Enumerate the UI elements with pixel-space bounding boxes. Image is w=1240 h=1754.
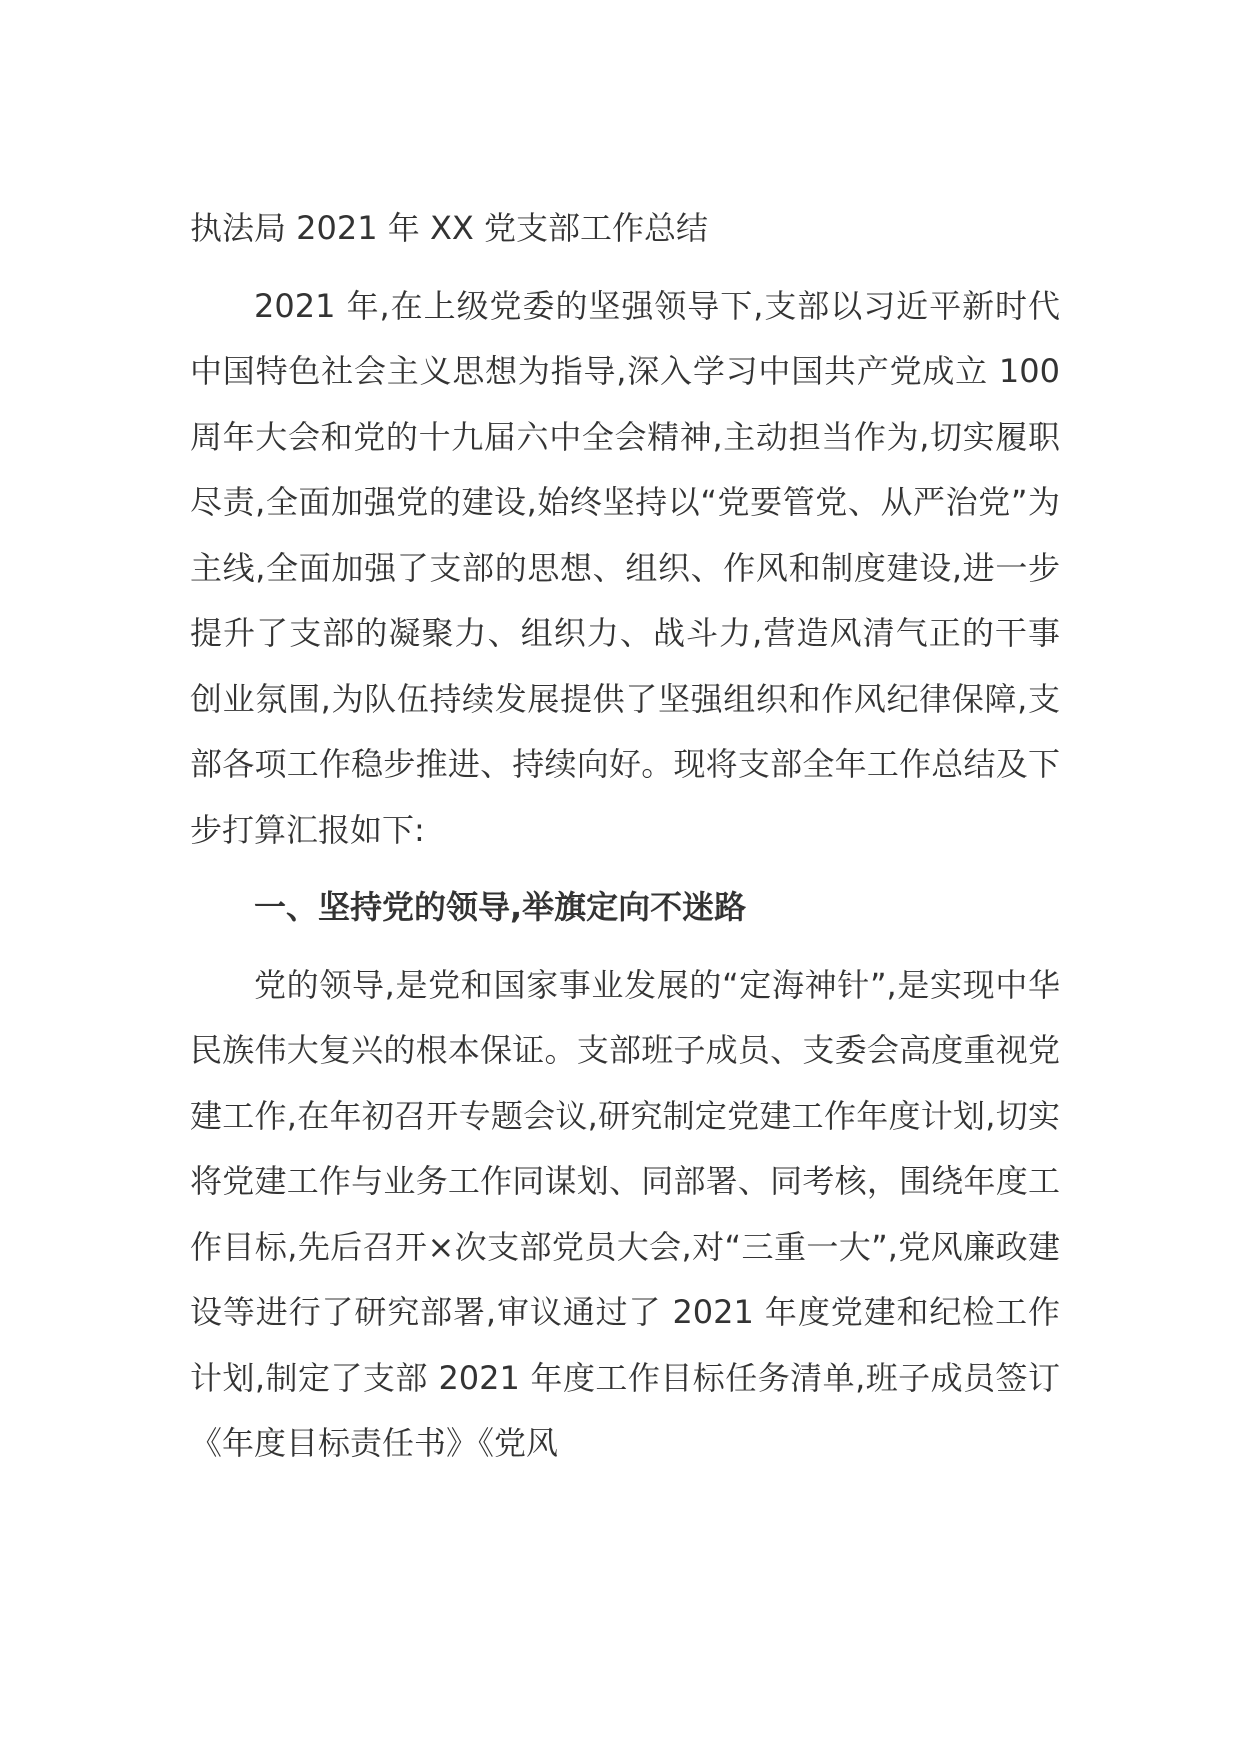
section-heading-1: 一、坚持党的领导,举旗定向不迷路: [254, 888, 747, 926]
document-title: 执法局 2021 年 XX 党支部工作总结: [190, 209, 708, 247]
intro-paragraph: 2021 年,在上级党委的坚强领导下,支部以习近平新时代中国特色社会主义思想为指导,深入学习中国共产党成立 100 周年大会和党的十九届六中全会精神,主动担当作为,切实履职尽责,全面加强党的建设,始终坚持以“党要管党、从严治党”为主线,全面加强了支部的思想、组织、作风和制度建设,进一步提升了支部的凝聚力、组织力、战斗力,营造风清气正的干事创业氛围,为队伍持续发展提供了坚强组织和作风纪律保障,支部各项工作稳步推进、持续向好。现将支部全年工作总结及下步打算汇报如下:: [190, 286, 1060, 849]
section-1-paragraph: 党的领导,是党和国家事业发展的“定海神针”,是实现中华民族伟大复兴的根本保证。支部班子成员、支委会高度重视党建工作,在年初召开专题会议,研究制定党建工作年度计划,切实将党建工作与业务工作同谋划、同部署、同考核，围绕年度工作目标,先后召开×次支部党员大会,对“三重一大”,党风廉政建设等进行了研究部署,审议通过了 2021 年度党建和纪检工作计划,制定了支部 2021 年度工作目标任务清单,班子成员签订《年度目标责任书》《党风: [190, 965, 1060, 1462]
document-body: [190, 196, 1060, 1489]
